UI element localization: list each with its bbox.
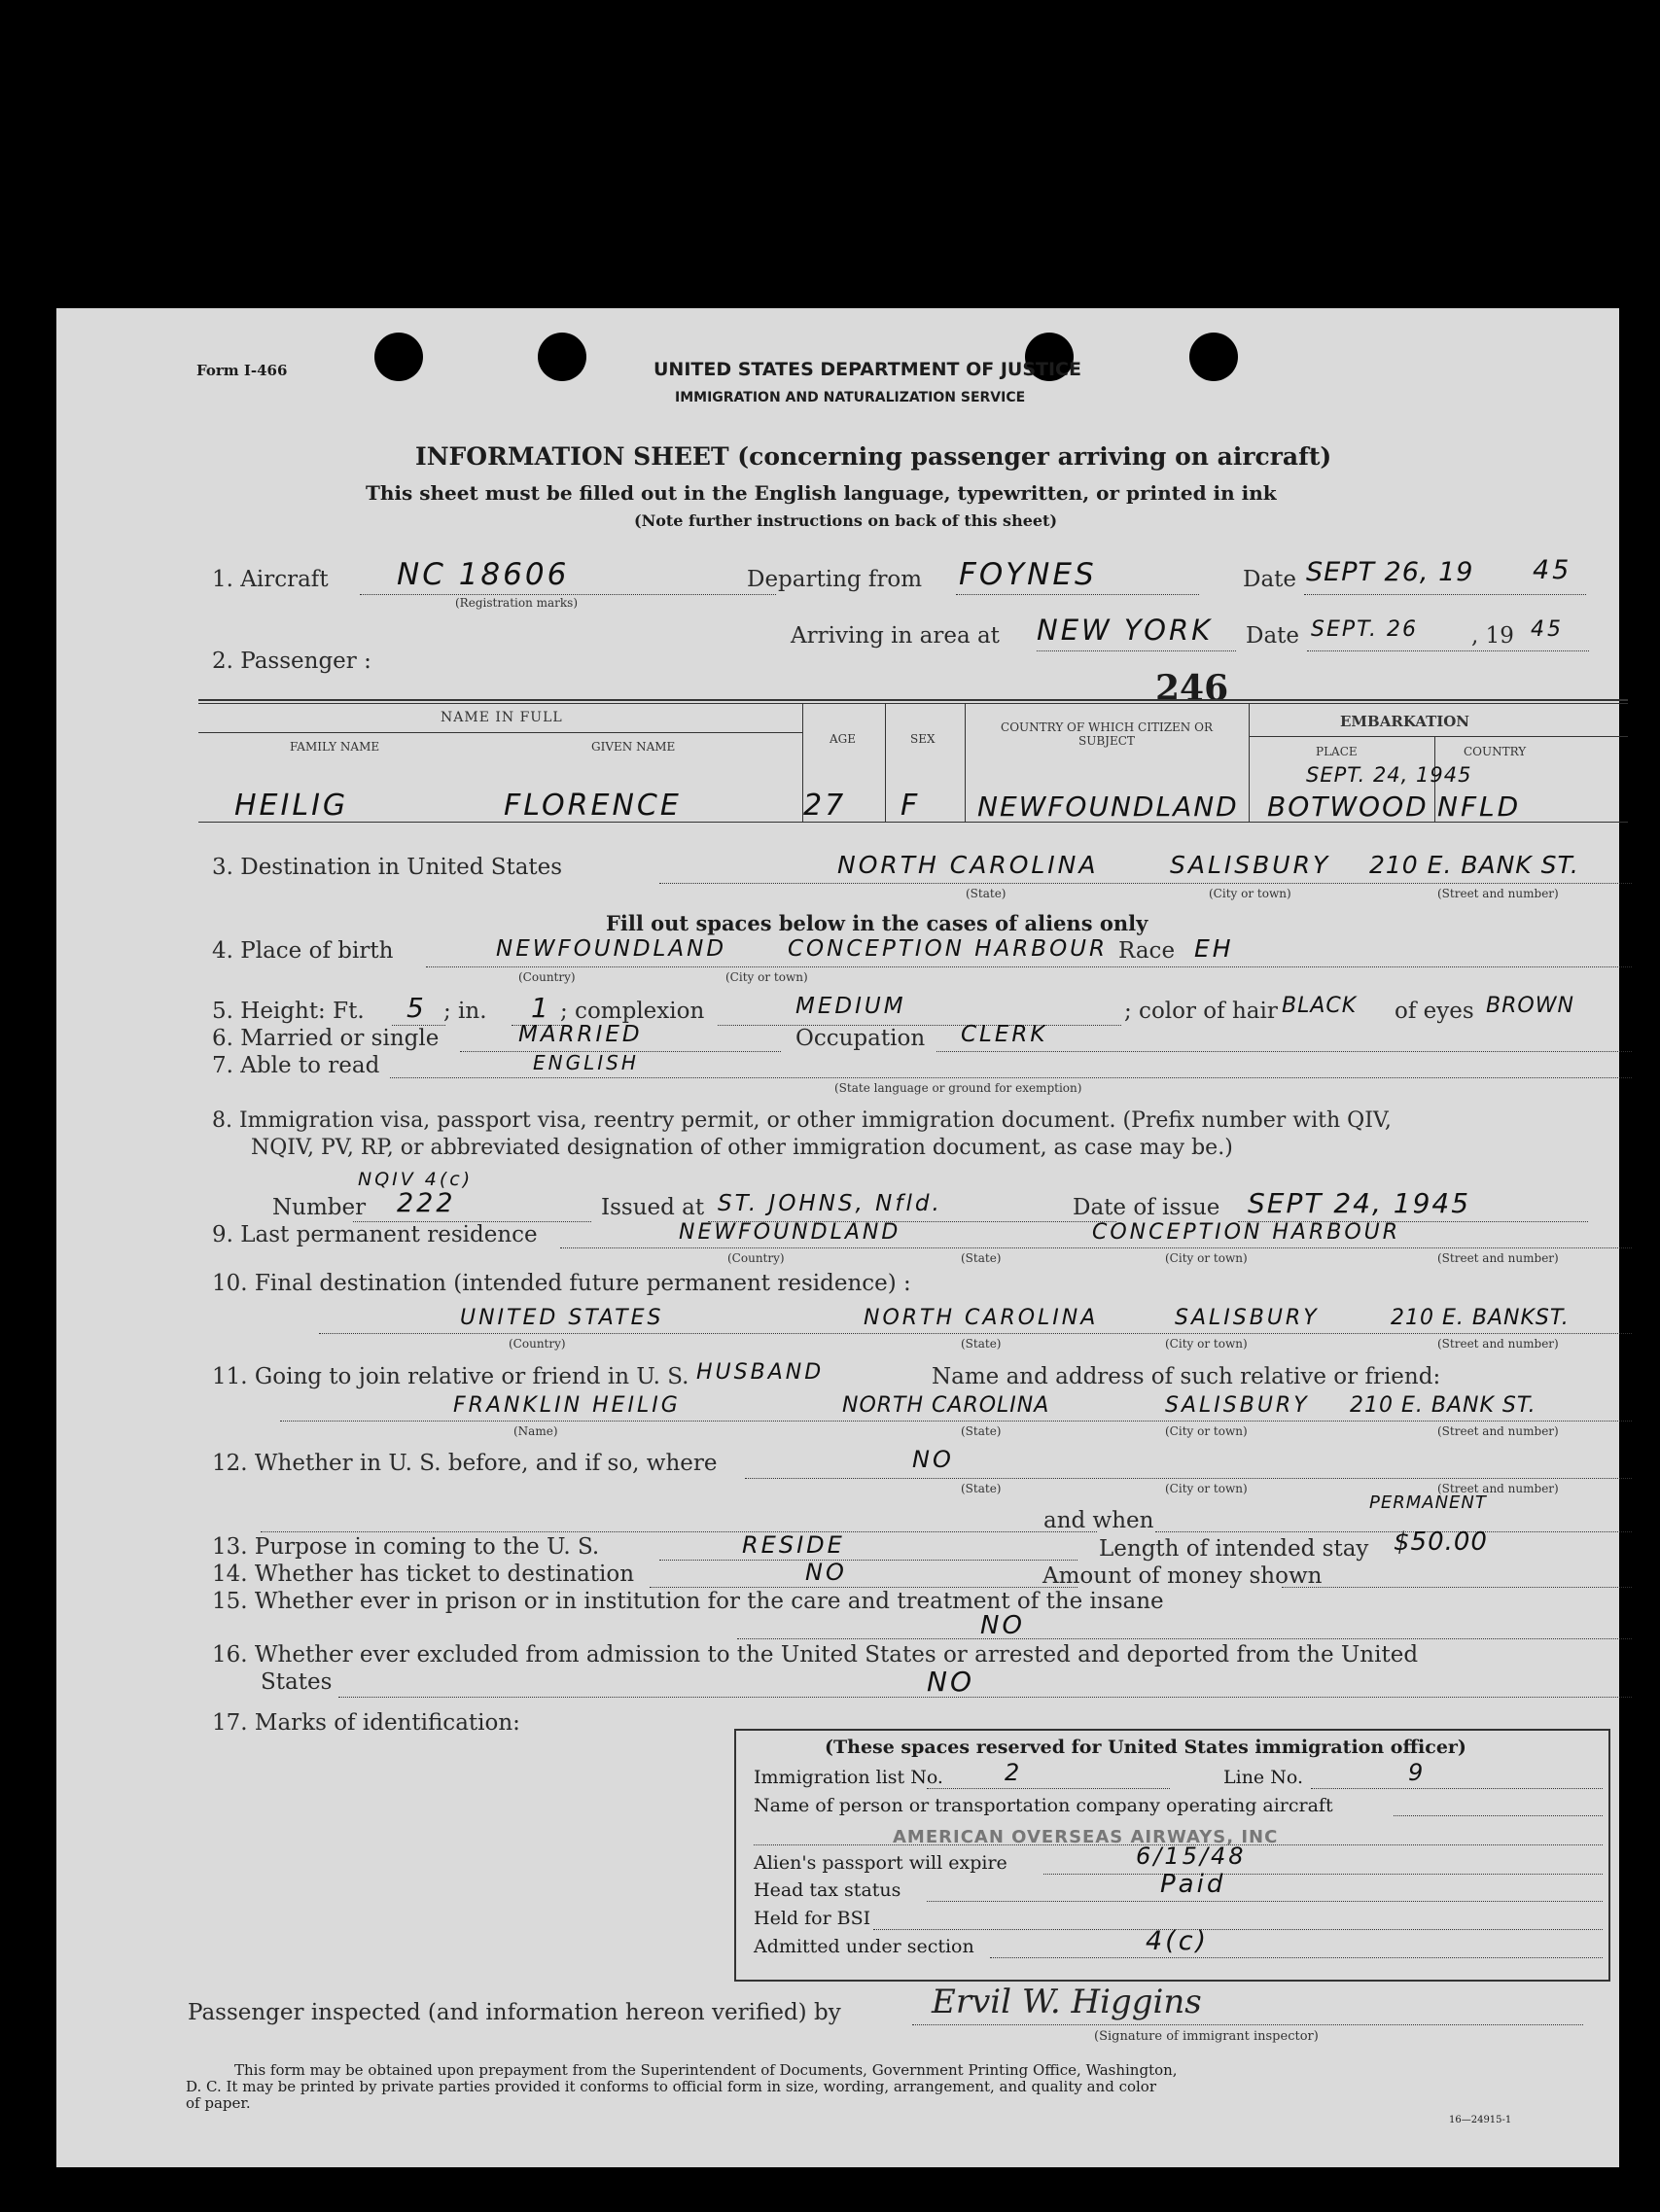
arrive-year-value: 45 bbox=[1531, 617, 1564, 642]
complexion-label: ; complexion bbox=[560, 999, 705, 1024]
depart-year-value: 45 bbox=[1533, 555, 1572, 585]
excluded-label-line2: States bbox=[261, 1669, 333, 1695]
prison-label: 15. Whether ever in prison or in institution for the care and treatment of the insane bbox=[212, 1589, 1164, 1614]
excluded-value: NO bbox=[927, 1666, 974, 1698]
aircraft-value: NC 18606 bbox=[397, 557, 570, 592]
arrive-date-value: SEPT. 26 bbox=[1311, 617, 1418, 642]
final-city-caption: (City or town) bbox=[1165, 1337, 1248, 1351]
relative-name-caption: (Name) bbox=[513, 1424, 558, 1438]
ticket-value: NO bbox=[805, 1559, 847, 1586]
visa-number-value: 222 bbox=[397, 1188, 456, 1218]
stamp-number: 246 bbox=[1155, 668, 1229, 709]
occupation-value: CLERK bbox=[961, 1022, 1048, 1047]
street-caption: (Street and number) bbox=[1437, 887, 1559, 900]
family-name-value: HEILIG bbox=[234, 789, 349, 823]
last-place-value: CONCEPTION HARBOUR bbox=[1092, 1220, 1401, 1245]
eyes-label: of eyes bbox=[1395, 999, 1474, 1024]
purpose-label: 13. Purpose in coming to the U. S. bbox=[212, 1534, 600, 1560]
state-caption: (State) bbox=[966, 887, 1007, 900]
final-city-value: SALISBURY bbox=[1175, 1306, 1320, 1330]
dest-street-value: 210 E. BANK ST. bbox=[1369, 851, 1579, 879]
height-in-label: ; in. bbox=[443, 999, 487, 1024]
last-residence-label: 9. Last permanent residence bbox=[212, 1222, 538, 1247]
visa-label-line1: 8. Immigration visa, passport visa, reentry permit, or other immigration document. (Prefix number with QIV, bbox=[212, 1108, 1392, 1133]
money-label: Amount of money shown bbox=[1042, 1563, 1323, 1589]
admitted-value: 4(c) bbox=[1146, 1926, 1210, 1956]
date-of-issue-label: Date of issue bbox=[1073, 1195, 1220, 1220]
registration-caption: (Registration marks) bbox=[455, 596, 579, 610]
us-street-caption: (Street and number) bbox=[1437, 1482, 1559, 1495]
relative-state-value: NORTH CAROLINA bbox=[842, 1393, 1050, 1418]
department-title: UNITED STATES DEPARTMENT OF JUSTICE bbox=[653, 359, 1081, 380]
in-us-before-label: 12. Whether in U. S. before, and if so, where bbox=[212, 1451, 718, 1476]
officer-box-title: (These spaces reserved for United States immigration officer) bbox=[825, 1737, 1466, 1758]
footer-line3: of paper. bbox=[186, 2094, 251, 2112]
relative-street-caption: (Street and number) bbox=[1437, 1424, 1559, 1438]
read-value: ENGLISH bbox=[533, 1051, 639, 1074]
ticket-label: 14. Whether has ticket to destination bbox=[212, 1562, 635, 1587]
birth-city-value: CONCEPTION HARBOUR bbox=[788, 936, 1108, 962]
birth-city-caption: (City or town) bbox=[725, 970, 808, 984]
married-label: 6. Married or single bbox=[212, 1026, 440, 1051]
visa-label-line2: NQIV, PV, RP, or abbreviated designation of other immigration document, as case may be.) bbox=[251, 1136, 1233, 1160]
passport-expire-label: Alien's passport will expire bbox=[754, 1852, 1007, 1874]
visa-type-value: NQIV 4(c) bbox=[358, 1169, 474, 1190]
issue-date-value: SEPT 24, 1945 bbox=[1248, 1187, 1471, 1219]
excluded-label-line1: 16. Whether ever excluded from admission to the United States or arrested and deported from the United bbox=[212, 1642, 1419, 1668]
operator-stamp: AMERICAN OVERSEAS AIRWAYS, INC bbox=[893, 1827, 1279, 1847]
held-bsi-label: Held for BSI bbox=[754, 1908, 871, 1929]
punch-hole bbox=[1189, 333, 1238, 381]
purpose-value: RESIDE bbox=[742, 1531, 845, 1559]
departing-value: FOYNES bbox=[959, 557, 1097, 592]
arrive-year-prefix: , 19 bbox=[1471, 623, 1514, 649]
embark-place-value: BOTWOOD bbox=[1267, 790, 1429, 823]
head-tax-value: Paid bbox=[1160, 1870, 1226, 1899]
departing-label: Departing from bbox=[747, 567, 923, 592]
line-no-label: Line No. bbox=[1223, 1767, 1303, 1788]
married-value: MARRIED bbox=[518, 1022, 643, 1047]
list-no-label: Immigration list No. bbox=[754, 1767, 943, 1788]
form-number: Form I-466 bbox=[196, 362, 288, 379]
last-state-caption: (State) bbox=[961, 1251, 1002, 1265]
passenger-label: 2. Passenger : bbox=[212, 649, 371, 674]
in-us-before-value: NO bbox=[912, 1446, 954, 1473]
service-title: IMMIGRATION AND NATURALIZATION SERVICE bbox=[675, 390, 1026, 405]
embark-country-value: NFLD bbox=[1437, 790, 1522, 823]
sex-header: SEX bbox=[910, 732, 936, 746]
signature-caption: (Signature of immigrant inspector) bbox=[1094, 2029, 1319, 2044]
hair-label: ; color of hair bbox=[1124, 999, 1278, 1024]
aircraft-label: 1. Aircraft bbox=[212, 567, 329, 592]
sheet-title: INFORMATION SHEET (concerning passenger arriving on aircraft) bbox=[415, 442, 1332, 471]
final-country-caption: (Country) bbox=[509, 1337, 566, 1351]
sheet-instruction: This sheet must be filled out in the English language, typewritten, or printed in ink bbox=[366, 481, 1277, 505]
punch-hole bbox=[374, 333, 423, 381]
place-header: PLACE bbox=[1316, 745, 1358, 758]
city-caption: (City or town) bbox=[1209, 887, 1291, 900]
form-sheet bbox=[56, 308, 1619, 2167]
dest-state-value: NORTH CAROLINA bbox=[837, 851, 1099, 879]
arrive-date-label: Date bbox=[1246, 623, 1300, 649]
sheet-note: (Note further instructions on back of this sheet) bbox=[634, 511, 1058, 530]
dest-city-value: SALISBURY bbox=[1170, 851, 1331, 879]
last-city-caption: (City or town) bbox=[1165, 1251, 1248, 1265]
country-citizen-header: COUNTRY OF WHICH CITIZEN OR SUBJECT bbox=[1001, 720, 1213, 748]
length-stay-label: Length of intended stay bbox=[1099, 1536, 1369, 1562]
last-street-caption: (Street and number) bbox=[1437, 1251, 1559, 1265]
read-caption: (State language or ground for exemption) bbox=[834, 1081, 1082, 1095]
aliens-only-heading: Fill out spaces below in the cases of aliens only bbox=[606, 911, 1148, 935]
footer-line2: D. C. It may be printed by private parties provided it conforms to official form in size, wording, arrangement, and quality and color bbox=[186, 2078, 1157, 2095]
eyes-value: BROWN bbox=[1486, 994, 1574, 1018]
final-destination-label: 10. Final destination (intended future permanent residence) : bbox=[212, 1271, 911, 1296]
birth-country-caption: (Country) bbox=[518, 970, 576, 984]
us-city-caption: (City or town) bbox=[1165, 1482, 1248, 1495]
us-state-caption: (State) bbox=[961, 1482, 1002, 1495]
age-value: 27 bbox=[803, 789, 847, 823]
inspector-signature: Ervil W. Higgins bbox=[932, 1983, 1202, 2021]
birth-country-value: NEWFOUNDLAND bbox=[496, 936, 727, 962]
join-relation-value: HUSBAND bbox=[696, 1360, 825, 1385]
relative-state-caption: (State) bbox=[961, 1424, 1002, 1438]
marks-label: 17. Marks of identification: bbox=[212, 1710, 520, 1736]
footer-line1: This form may be obtained upon prepayment from the Superintendent of Documents, Government Printing Office, Washington, bbox=[234, 2061, 1178, 2079]
join-name-addr-label: Name and address of such relative or friend: bbox=[932, 1364, 1441, 1389]
admitted-label: Admitted under section bbox=[754, 1936, 974, 1957]
relative-name-value: FRANKLIN HEILIG bbox=[453, 1393, 681, 1418]
occupation-label: Occupation bbox=[795, 1026, 926, 1051]
given-name-header: GIVEN NAME bbox=[591, 740, 676, 754]
citizen-value: NEWFOUNDLAND bbox=[977, 790, 1239, 823]
head-tax-label: Head tax status bbox=[754, 1879, 901, 1901]
prison-value: NO bbox=[980, 1611, 1025, 1640]
visa-number-label: Number bbox=[272, 1195, 367, 1220]
read-label: 7. Able to read bbox=[212, 1053, 380, 1078]
complexion-value: MEDIUM bbox=[795, 994, 906, 1019]
name-in-full-header: NAME IN FULL bbox=[441, 710, 563, 725]
stay-length-value: PERMANENT bbox=[1369, 1492, 1487, 1513]
arriving-label: Arriving in area at bbox=[791, 623, 1000, 649]
last-country-caption: (Country) bbox=[727, 1251, 785, 1265]
depart-date-value: SEPT 26, 19 bbox=[1306, 557, 1474, 587]
print-code: 16—24915-1 bbox=[1449, 2115, 1512, 2125]
height-label: 5. Height: Ft. bbox=[212, 999, 365, 1024]
relative-city-value: SALISBURY bbox=[1165, 1393, 1310, 1418]
final-state-caption: (State) bbox=[961, 1337, 1002, 1351]
relative-city-caption: (City or town) bbox=[1165, 1424, 1248, 1438]
issued-at-label: Issued at bbox=[601, 1195, 705, 1220]
height-in-value: 1 bbox=[531, 992, 551, 1024]
destination-label: 3. Destination in United States bbox=[212, 855, 563, 880]
line-no-value: 9 bbox=[1408, 1759, 1427, 1786]
country-header: COUNTRY bbox=[1464, 745, 1527, 758]
inspected-label: Passenger inspected (and information hereon verified) by bbox=[188, 2000, 841, 2025]
final-street-caption: (Street and number) bbox=[1437, 1337, 1559, 1351]
height-ft-value: 5 bbox=[406, 992, 427, 1024]
issued-at-value: ST. JOHNS, Nfld. bbox=[718, 1191, 942, 1216]
given-name-value: FLORENCE bbox=[504, 789, 682, 823]
operator-label: Name of person or transportation company operating aircraft bbox=[754, 1795, 1333, 1816]
last-country-value: NEWFOUNDLAND bbox=[679, 1220, 901, 1245]
place-of-birth-label: 4. Place of birth bbox=[212, 938, 394, 964]
final-state-value: NORTH CAROLINA bbox=[864, 1306, 1099, 1330]
age-header: AGE bbox=[830, 732, 857, 746]
passport-expire-value: 6/15/48 bbox=[1136, 1843, 1247, 1870]
join-label: 11. Going to join relative or friend in U. S. bbox=[212, 1364, 689, 1389]
embarkation-header: EMBARKATION bbox=[1340, 713, 1470, 730]
arriving-value: NEW YORK bbox=[1037, 614, 1214, 647]
final-street-value: 210 E. BANKST. bbox=[1391, 1306, 1570, 1330]
sex-value: F bbox=[901, 789, 921, 823]
depart-date-label: Date bbox=[1243, 567, 1297, 592]
embark-date-value: SEPT. 24, 1945 bbox=[1306, 763, 1472, 787]
hair-value: BLACK bbox=[1282, 994, 1358, 1018]
punch-hole bbox=[538, 333, 586, 381]
and-when-label: and when bbox=[1043, 1508, 1154, 1533]
money-value: $50.00 bbox=[1394, 1527, 1488, 1557]
race-label: Race bbox=[1118, 938, 1176, 964]
relative-street-value: 210 E. BANK ST. bbox=[1350, 1393, 1536, 1418]
family-name-header: FAMILY NAME bbox=[290, 740, 380, 754]
final-country-value: UNITED STATES bbox=[460, 1306, 664, 1330]
race-value: EH bbox=[1194, 934, 1234, 963]
list-no-value: 2 bbox=[1005, 1759, 1023, 1786]
